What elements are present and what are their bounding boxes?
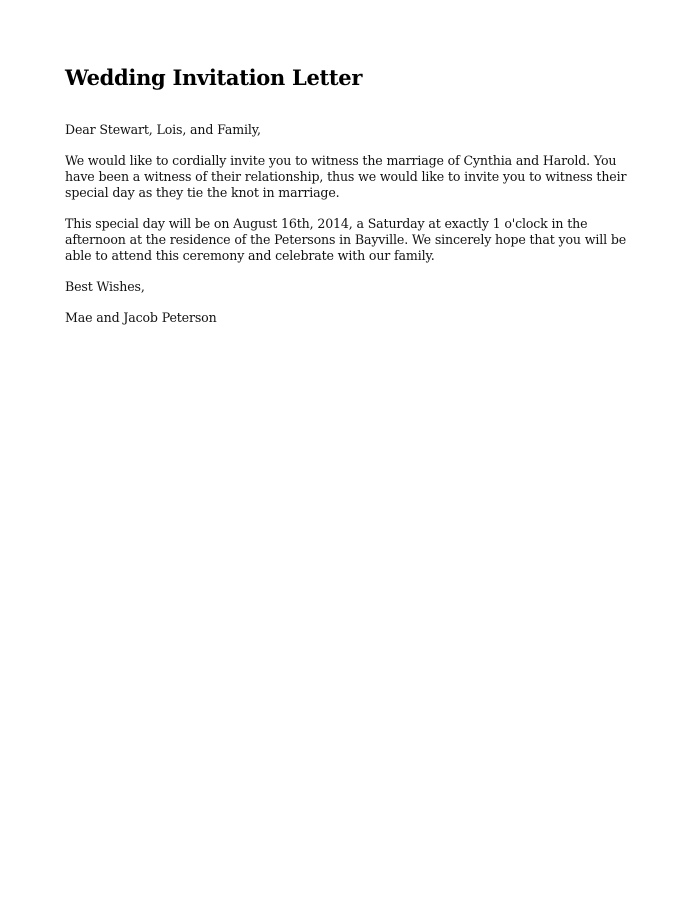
paragraph-invitation: We would like to cordially invite you to witness the marriage of Cynthia and Harold. You have been a witness of their relationship, thus we would like to invite you to witness their special day as they tie the knot in marriage. xyxy=(65,153,627,200)
salutation: Dear Stewart, Lois, and Family, xyxy=(65,122,261,137)
letter-title: Wedding Invitation Letter xyxy=(65,65,363,90)
letter-body xyxy=(65,64,645,326)
paragraph-details: This special day will be on August 16th, 2014, a Saturday at exactly 1 o'clock in the afternoon at the residence of the Petersons in Bayville. We sincerely hope that you will be able to attend this ceremony and celebrate with our family. xyxy=(65,216,627,263)
signature: Mae and Jacob Peterson xyxy=(65,310,217,325)
closing: Best Wishes, xyxy=(65,279,145,294)
